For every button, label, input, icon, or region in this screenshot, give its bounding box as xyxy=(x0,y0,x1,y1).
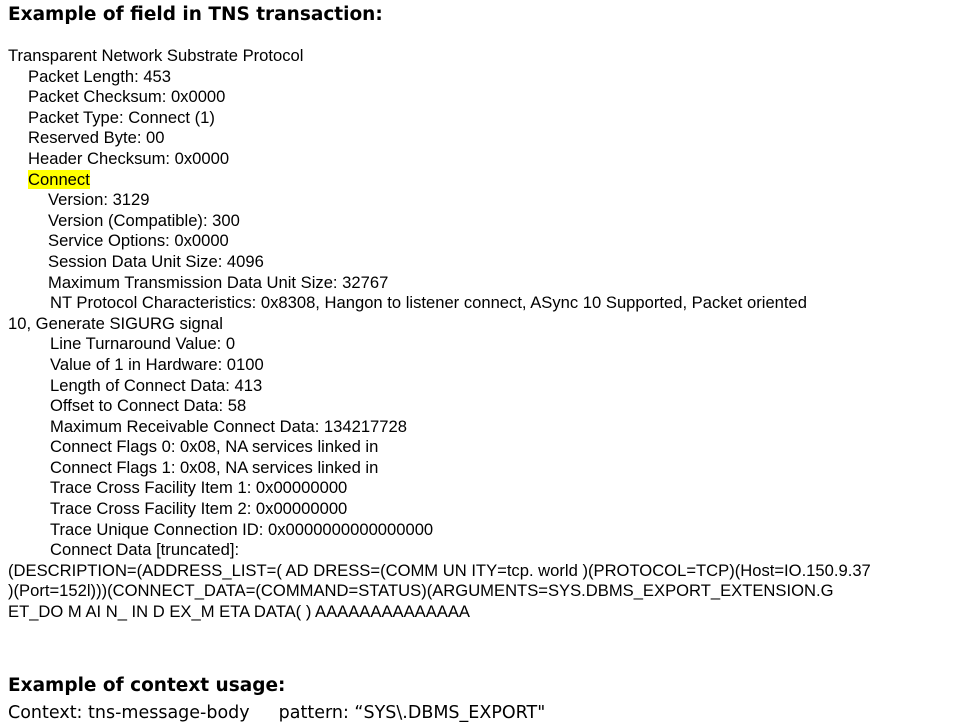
trace-line-text: Value of 1 in Hardware: 0100 xyxy=(50,354,264,374)
trace-line xyxy=(8,478,958,499)
trace-line-text: Trace Cross Facility Item 1: 0x00000000 xyxy=(50,478,348,498)
trace-line xyxy=(8,376,958,397)
trace-line xyxy=(8,108,958,129)
trace-line xyxy=(8,520,958,541)
highlighted-field: Connect xyxy=(28,169,90,189)
pattern-text: pattern: “SYS\.DBMS_EXPORT" xyxy=(278,703,546,723)
trace-line-text: ET_DO M AI N_ IN D EX_M ETA DATA( ) AAAAAAAAAAAAAA xyxy=(8,602,470,622)
trace-line xyxy=(8,417,958,438)
trace-line xyxy=(8,190,958,211)
trace-line-text: Trace Cross Facility Item 2: 0x00000000 xyxy=(50,499,348,519)
trace-line xyxy=(8,87,958,108)
trace-line-text: Offset to Connect Data: 58 xyxy=(50,396,247,416)
trace-line-text: )(Port=152l)))(CONNECT_DATA=(COMMAND=STATUS)(ARGUMENTS=SYS.DBMS_EXPORT_EXTENSION.G xyxy=(8,581,834,601)
trace-line-text: Connect Flags 0: 0x08, NA services linked in xyxy=(50,437,379,457)
trace-line xyxy=(8,602,958,623)
tns-example-heading: Example of field in TNS transaction: xyxy=(8,4,383,25)
trace-line-text: Packet Length: 453 xyxy=(28,66,171,86)
trace-line-text: Reserved Byte: 00 xyxy=(28,128,165,148)
trace-line xyxy=(8,581,958,602)
trace-line-text: Connect Flags 1: 0x08, NA services linked in xyxy=(50,457,379,477)
trace-line xyxy=(8,499,958,520)
trace-line xyxy=(8,211,958,232)
trace-line xyxy=(8,458,958,479)
tns-packet-trace xyxy=(8,46,958,623)
trace-line xyxy=(8,231,958,252)
trace-line-text: Version: 3129 xyxy=(48,190,150,210)
trace-line xyxy=(8,273,958,294)
trace-line-text: Length of Connect Data: 413 xyxy=(50,375,263,395)
trace-line xyxy=(8,170,958,191)
trace-line xyxy=(8,128,958,149)
trace-line-text: Trace Unique Connection ID: 0x0000000000000000 xyxy=(50,519,434,539)
trace-line xyxy=(8,67,958,88)
context-label: Context: tns-message-body xyxy=(8,703,250,723)
trace-line-text: Session Data Unit Size: 4096 xyxy=(48,251,264,271)
trace-line-text: Packet Checksum: 0x0000 xyxy=(28,87,226,107)
trace-line-text: Packet Type: Connect (1) xyxy=(28,107,215,127)
trace-line xyxy=(8,561,958,582)
trace-line-text: 10, Generate SIGURG signal xyxy=(8,313,223,333)
trace-line-text: NT Protocol Characteristics: 0x8308, Hangon to listener connect, ASync 10 Supported, Packet oriented xyxy=(50,293,807,313)
trace-line xyxy=(8,355,958,376)
trace-line xyxy=(8,396,958,417)
context-example-heading: Example of context usage: xyxy=(8,675,286,696)
trace-line xyxy=(8,293,958,314)
trace-line-text: Service Options: 0x0000 xyxy=(48,231,229,251)
trace-line-text: Header Checksum: 0x0000 xyxy=(28,148,230,168)
trace-line xyxy=(8,437,958,458)
trace-line xyxy=(8,314,958,335)
trace-line xyxy=(8,149,958,170)
trace-line-text: Transparent Network Substrate Protocol xyxy=(8,46,304,65)
trace-line xyxy=(8,252,958,273)
trace-line-text: Connect Data [truncated]: xyxy=(50,540,240,560)
trace-line xyxy=(8,334,958,355)
trace-line-text: (DESCRIPTION=(ADDRESS_LIST=( AD DRESS=(COMM UN ITY=tcp. world )(PROTOCOL=TCP)(Host=IO.150.9.37 xyxy=(8,560,871,580)
trace-line-text: Maximum Receivable Connect Data: 134217728 xyxy=(50,416,407,436)
context-usage-line xyxy=(8,703,545,723)
trace-line-text: Line Turnaround Value: 0 xyxy=(50,334,236,354)
trace-line-text: Maximum Transmission Data Unit Size: 32767 xyxy=(48,272,389,292)
trace-line xyxy=(8,46,958,67)
trace-line xyxy=(8,540,958,561)
trace-line-text: Version (Compatible): 300 xyxy=(48,210,240,230)
